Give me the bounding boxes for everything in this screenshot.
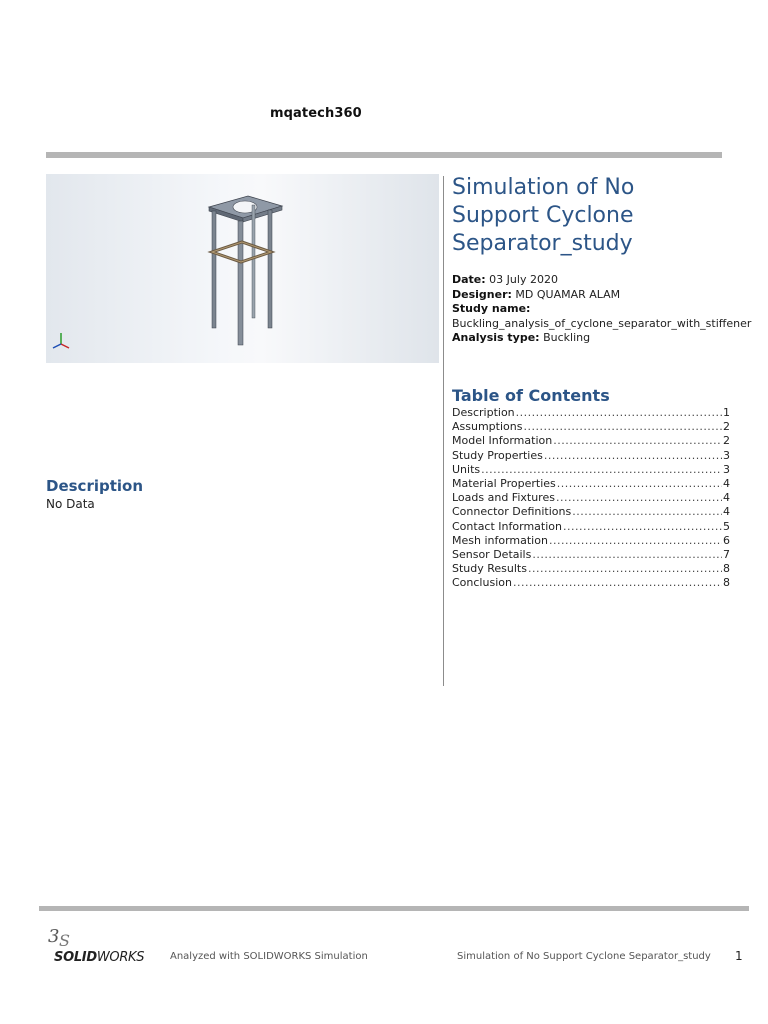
toc-item-conclusion[interactable] xyxy=(452,576,730,590)
description-heading: Description xyxy=(46,477,144,495)
toc-item-page: 4 xyxy=(723,477,730,491)
toc-item-page: 8 xyxy=(723,562,730,576)
toc-item-page: 3 xyxy=(723,448,730,462)
toc-item-study-results[interactable] xyxy=(452,562,730,576)
toc-item-page: 4 xyxy=(723,491,730,505)
toc-item-page: 2 xyxy=(723,420,730,434)
toc-item-label: Sensor Details xyxy=(452,548,532,562)
logo-prefix: SOLID xyxy=(54,950,97,965)
document-title: Simulation of No Support Cyclone Separator_study xyxy=(452,175,635,256)
date-label: Date: xyxy=(452,273,486,286)
svg-text:S: S xyxy=(59,931,70,950)
analysis-type-label: Analysis type: xyxy=(452,331,540,344)
toc-item-page: 6 xyxy=(723,533,730,547)
analysis-type-value: Buckling xyxy=(543,331,591,344)
toc-item-connector-definitions[interactable] xyxy=(452,505,730,519)
triad-axes-icon xyxy=(49,330,73,354)
toc-item-page: 7 xyxy=(723,548,730,562)
svg-text:3: 3 xyxy=(48,926,60,947)
description-text: No Data xyxy=(46,497,95,511)
toc-item-label: Description xyxy=(452,406,515,419)
logo-suffix: WORKS xyxy=(96,950,145,965)
solidworks-logo xyxy=(44,922,154,966)
footer-page-number: 1 xyxy=(735,949,743,963)
toc-item-label: Conclusion xyxy=(452,576,512,590)
toc-item-label: Assumptions xyxy=(452,420,523,434)
toc-item-label: Material Properties xyxy=(452,477,556,491)
toc-item-label: Mesh information xyxy=(452,533,548,547)
toc-item-contact-information[interactable] xyxy=(452,520,730,534)
cyclone-frame-model xyxy=(46,174,439,363)
solidworks-logo-icon xyxy=(46,922,76,950)
company-name: mqatech360 xyxy=(270,106,362,121)
toc-item-material-properties[interactable] xyxy=(452,477,730,491)
model-preview-image xyxy=(46,174,439,363)
footer-document-title: Simulation of No Support Cyclone Separator_study xyxy=(457,951,711,962)
toc-item-loads-and-fixtures[interactable] xyxy=(452,491,730,505)
toc-item-label: Model Information xyxy=(452,434,553,448)
date-value: 03 July 2020 xyxy=(489,273,558,286)
toc-item-label: Connector Definitions xyxy=(452,505,572,519)
toc-item-page: 4 xyxy=(723,505,730,519)
toc-item-assumptions[interactable] xyxy=(452,420,730,434)
toc-item-label: Units xyxy=(452,462,481,476)
column-divider xyxy=(443,176,444,686)
designer-value: MD QUAMAR ALAM xyxy=(515,287,621,301)
solidworks-wordmark xyxy=(54,950,144,965)
footer-analyzed-with: Analyzed with SOLIDWORKS Simulation xyxy=(170,951,368,962)
toc-item-page: 2 xyxy=(723,434,730,448)
toc-item-page: 5 xyxy=(723,519,730,533)
toc-item-page: 3 xyxy=(723,462,730,476)
toc-item-study-properties[interactable] xyxy=(452,449,730,463)
toc-item-label: Loads and Fixtures xyxy=(452,491,555,505)
toc-item-model-information[interactable] xyxy=(452,434,730,448)
toc-item-page: 1 xyxy=(723,406,730,419)
study-meta xyxy=(452,273,752,346)
study-name-label: Study name: xyxy=(452,302,531,315)
study-name-value: Buckling_analysis_of_cyclone_separator_with_stiffener xyxy=(452,316,752,330)
table-of-contents xyxy=(452,406,730,591)
toc-item-sensor-details[interactable] xyxy=(452,548,730,562)
toc-item-label: Study Properties xyxy=(452,448,543,462)
designer-label: Designer: xyxy=(452,287,512,301)
header-rule xyxy=(46,152,722,158)
toc-item-description[interactable] xyxy=(452,406,730,420)
toc-item-mesh-information[interactable] xyxy=(452,534,730,548)
toc-item-label: Contact Information xyxy=(452,519,562,533)
toc-item-label: Study Results xyxy=(452,562,527,576)
toc-heading: Table of Contents xyxy=(452,386,610,405)
footer-rule xyxy=(39,906,749,911)
toc-item-units[interactable] xyxy=(452,463,730,477)
toc-item-page: 8 xyxy=(723,576,730,590)
